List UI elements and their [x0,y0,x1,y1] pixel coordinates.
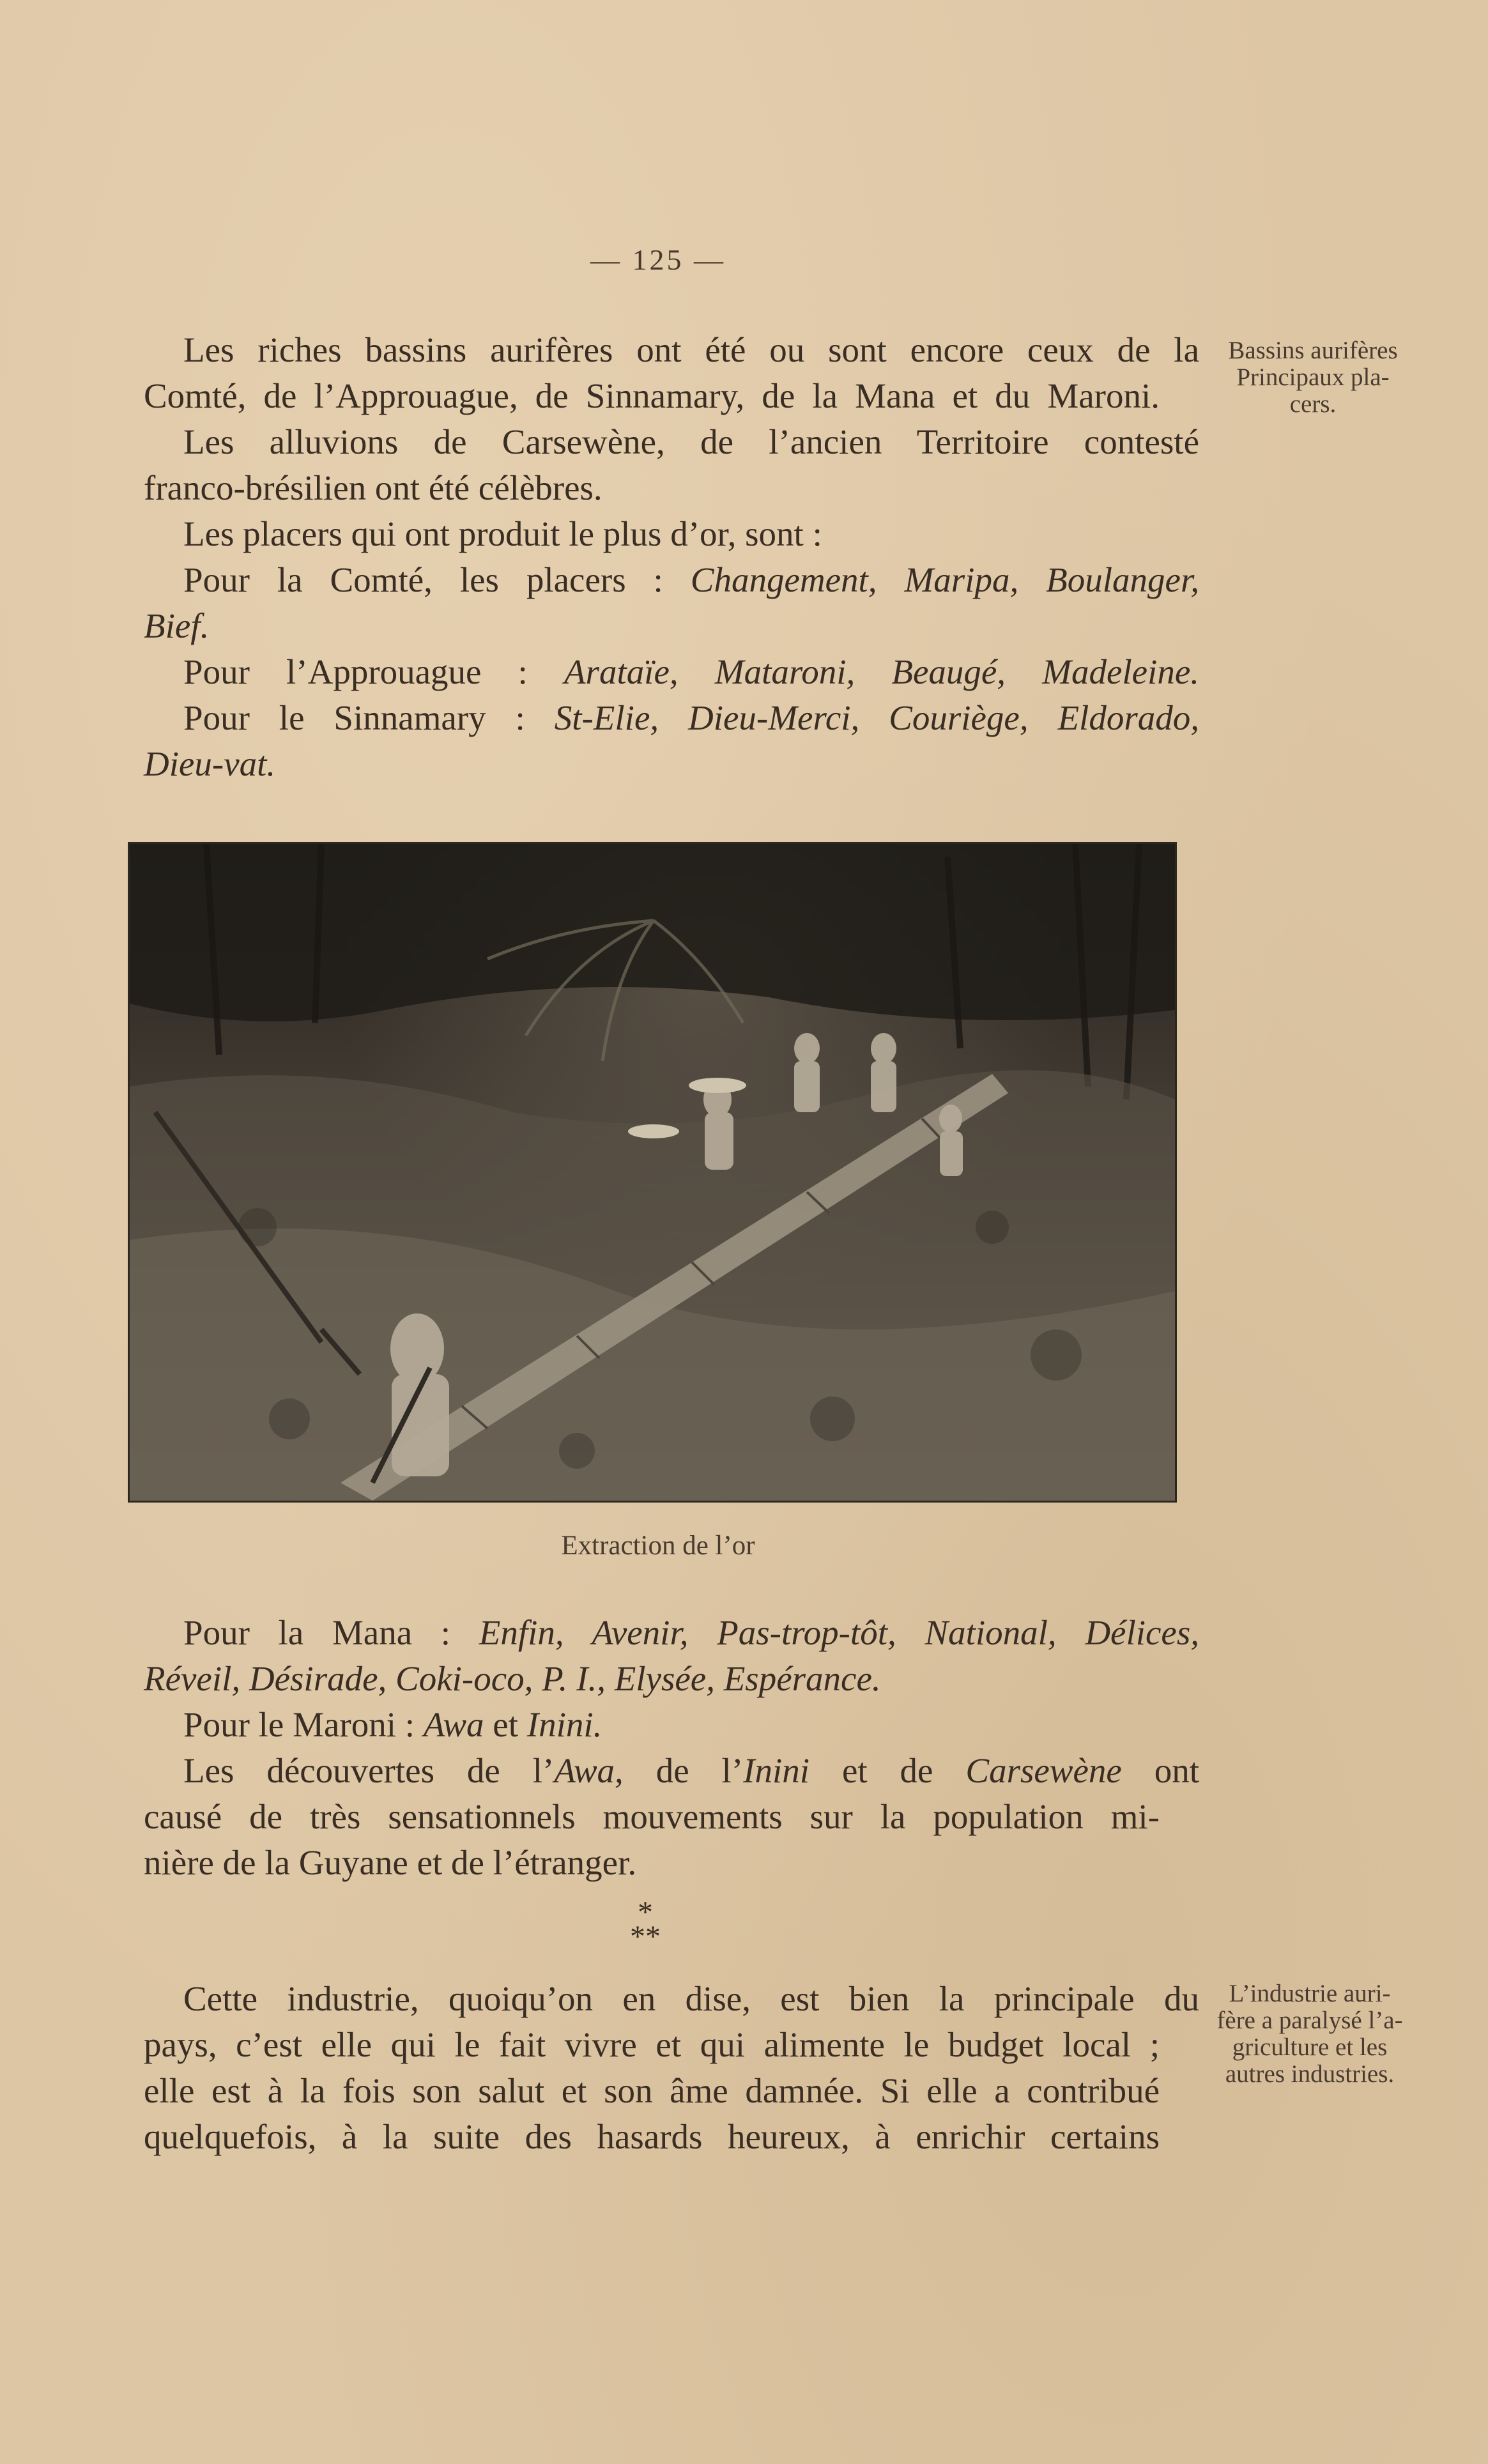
text-span: Pour le Maroni : [183,1705,424,1744]
text-span: Pour la Mana : [183,1613,479,1652]
text-line: Comté, de l’Approuague, de Sinnamary, de la Mana et du Maroni. [144,376,1160,415]
placer-name: Inini [743,1751,810,1790]
text-line: causé de très sensationnels mouvements sur la population mi- [144,1797,1160,1836]
placer-name: Awa, [554,1751,624,1790]
text-span: Pour l’Approuague : [183,652,564,691]
placer-names: Réveil, Désirade, Coki-oco, P. I., Elysée, Espérance. [144,1659,881,1698]
text-span: ont [1121,1751,1200,1790]
placer-names: Changement, Maripa, Boulanger, [690,560,1199,599]
photo-gold-extraction [128,842,1177,1503]
placer-name: Carsewène [965,1751,1122,1790]
text-line [144,649,1199,695]
margin-note-industry [1172,1980,1447,2088]
margin-note-line: L’industrie auri- [1229,1980,1391,2007]
text-line: nière de la Guyane et de l’étranger. [144,1843,637,1882]
text-line: Les riches bassins aurifères ont été ou sont encore ceux de la [183,330,1199,369]
text-line: Les alluvions de Carsewène, de l’ancien Territoire contesté [183,422,1199,461]
text-line: pays, c’est elle qui le fait vivre et qui alimente le budget local ; [144,2025,1160,2064]
text-line: Cette industrie, quoiqu’on en dise, est bien la principale du [183,1979,1199,2018]
placer-names: Bief. [144,606,210,645]
text-line [144,1702,1199,1748]
text-line [144,1610,1199,1656]
text-span: de l’ [623,1751,744,1790]
margin-note-line: autres industries. [1225,2060,1395,2088]
margin-note-gold-basins [1188,337,1438,418]
margin-note-line: fère a paralysé l’a- [1216,2007,1403,2034]
text-span: et [484,1705,527,1744]
text-line [144,695,1199,741]
text-line [144,557,1199,603]
placer-names: St-Elie, Dieu-Merci, Couriège, Eldorado, [554,698,1199,737]
photo-illustration [130,844,1175,1501]
text-span: Pour la Comté, les placers : [183,560,691,599]
text-line: elle est à la fois son salut et son âme damnée. Si elle a contribué [144,2071,1160,2110]
margin-note-line: cers. [1289,390,1337,418]
placer-names: Arataïe, Mataroni, Beaugé, Madeleine. [564,652,1200,691]
page-number: — 125 — [590,243,726,276]
text-span: Les découvertes de l’ [183,1751,555,1790]
text-line: franco-brésilien ont été célèbres. [144,468,602,507]
placer-name: Awa [423,1705,484,1744]
placer-names: Enfin, Avenir, Pas-trop-tôt, National, Délices, [479,1613,1199,1652]
margin-note-line: Principaux pla- [1236,363,1390,391]
margin-note-line: Bassins aurifères [1228,337,1398,364]
placer-name: Inini. [526,1705,602,1744]
text-line: Les placers qui ont produit le plus d’or, sont : [183,514,822,553]
section-separator: * ** [630,1895,661,1954]
text-span: et de [809,1751,966,1790]
text-line [144,1748,1199,1794]
photo-caption: Extraction de l’or [561,1531,755,1561]
margin-note-line: griculture et les [1232,2033,1388,2061]
placer-names: Dieu-vat. [144,744,276,783]
text-span: Pour le Sinnamary : [183,698,555,737]
text-line: quelquefois, à la suite des hasards heureux, à enrichir certains [144,2117,1160,2156]
